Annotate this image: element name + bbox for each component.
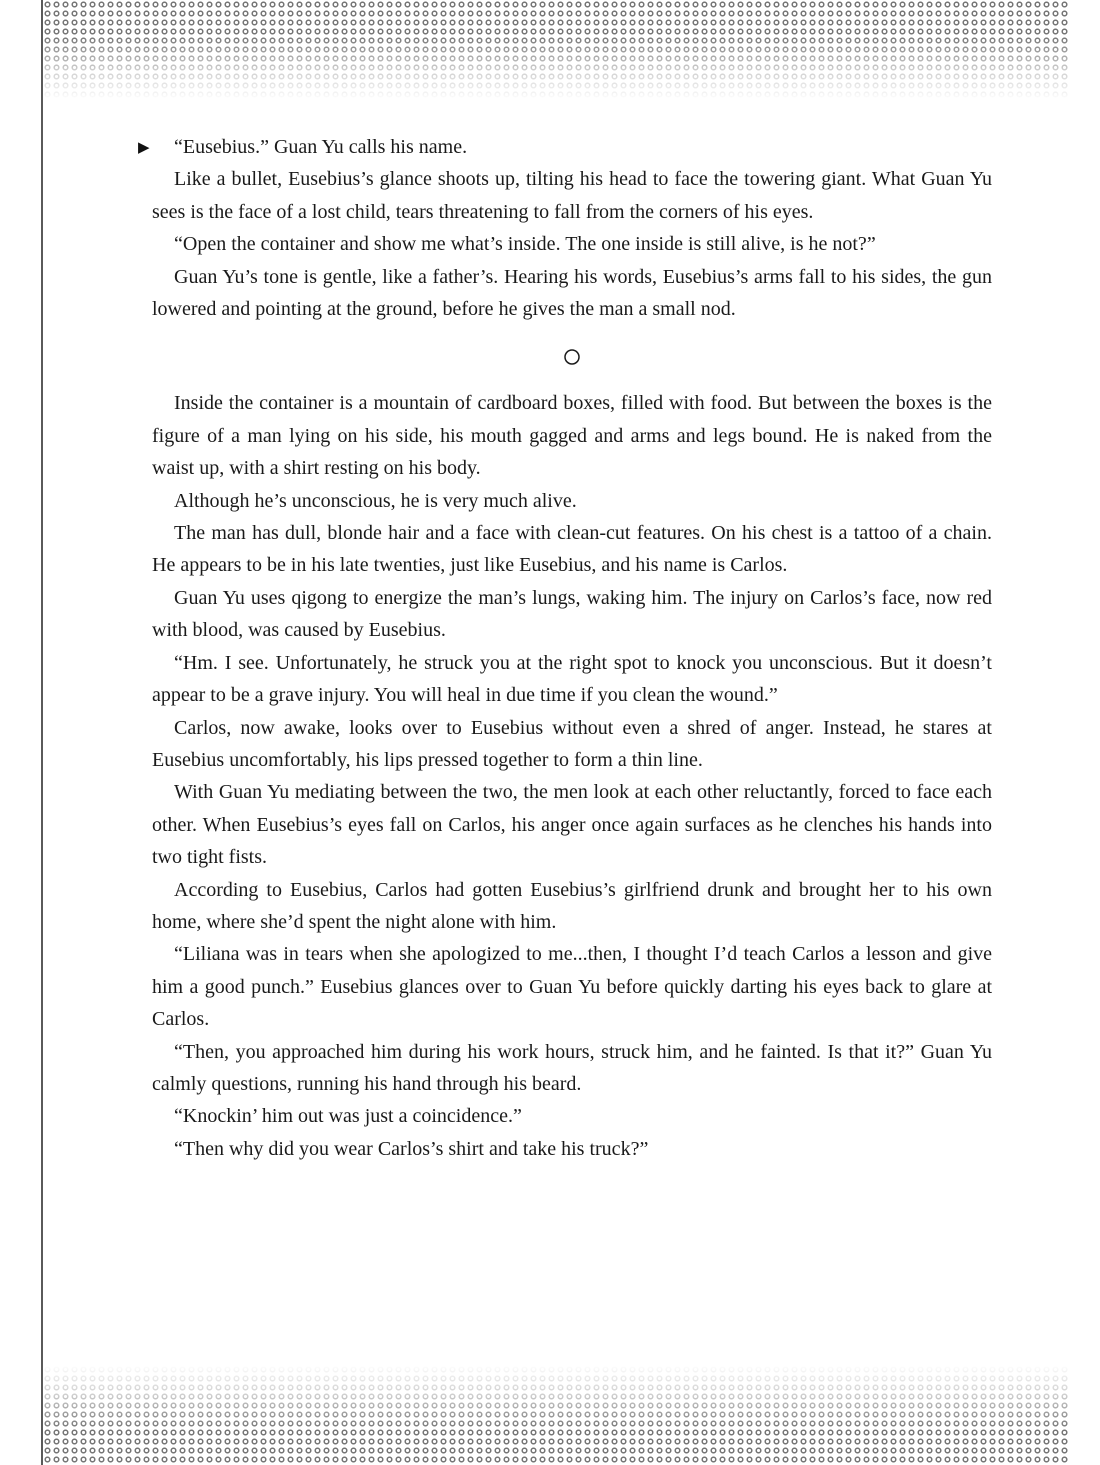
paragraph: “Knockin’ him out was just a coincidence.” — [174, 1105, 522, 1128]
paragraph: Guan Yu’s tone is gentle, like a father’s. Hearing his words, Eusebius’s arms fall to his sides, the gun lowered and pointing at the ground, before he gives the man a small nod. — [152, 265, 992, 321]
bottom-decorative-pattern — [43, 1365, 1070, 1465]
paragraph: Guan Yu uses qigong to energize the man’s lungs, waking him. The injury on Carlos’s face, now red with blood, was caused by Eusebius. — [152, 586, 992, 642]
top-decorative-pattern — [43, 0, 1070, 100]
paragraph: The man has dull, blonde hair and a face with clean-cut features. On his chest is a tattoo of a chain. He appears to be in his late twenties, just like Eusebius, and his name is Carlos. — [152, 522, 992, 577]
paragraph: Inside the container is a mountain of cardboard boxes, filled with food. But between the boxes is the figure of a man lying on his side, his mouth gagged and arms and legs bound. He is naked from the waist up, with a shirt resting on his body. — [152, 392, 992, 480]
scene-break — [152, 339, 992, 371]
paragraph: Like a bullet, Eusebius’s glance shoots up, tilting his head to face the towering giant. What Guan Yu sees is the face of a lost child, tears threatening to fall from the corners of his eyes. — [152, 168, 992, 223]
paragraph: “Hm. I see. Unfortunately, he struck you at the right spot to knock you unconscious. But it doesn’t appear to be a grave injury. You will heal in due time if you clean the wound.” — [152, 651, 992, 707]
paragraph: “Liliana was in tears when she apologized to me...then, I thought I’d teach Carlos a lesson and give him a good punch.” Eusebius glances over to Guan Yu before quickly darting his eyes back to glare at Carlos. — [152, 943, 992, 1031]
play-triangle-icon: ▶ — [138, 138, 150, 156]
paragraph: Although he’s unconscious, he is very much alive. — [174, 489, 577, 512]
circle-icon — [563, 348, 581, 366]
paragraph-text: “Eusebius.” Guan Yu calls his name. — [174, 136, 468, 158]
paragraph: With Guan Yu mediating between the two, the men look at each other reluctantly, forced to face each other. When Eusebius’s eyes fall on Carlos, his anger once again surfaces as he clenches his hands into two tight fists. — [152, 781, 992, 869]
body-text — [138, 131, 992, 1165]
paragraph: According to Eusebius, Carlos had gotten Eusebius’s girlfriend drunk and brought her to his own home, where she’d spent the night alone with him. — [152, 878, 992, 933]
paragraph: “Then why did you wear Carlos’s shirt and take his truck?” — [174, 1137, 649, 1160]
paragraph — [138, 131, 992, 163]
paragraph: Carlos, now awake, looks over to Eusebius without even a shred of anger. Instead, he stares at Eusebius uncomfortably, his lips pressed together to form a thin line. — [152, 716, 992, 771]
paragraph: “Open the container and show me what’s inside. The one inside is still alive, is he not?” — [174, 233, 876, 256]
page-spine-line — [41, 0, 43, 1465]
paragraph: “Then, you approached him during his work hours, struck him, and he fainted. Is that it?” Guan Yu calmly questions, running his hand through his beard. — [152, 1040, 992, 1095]
